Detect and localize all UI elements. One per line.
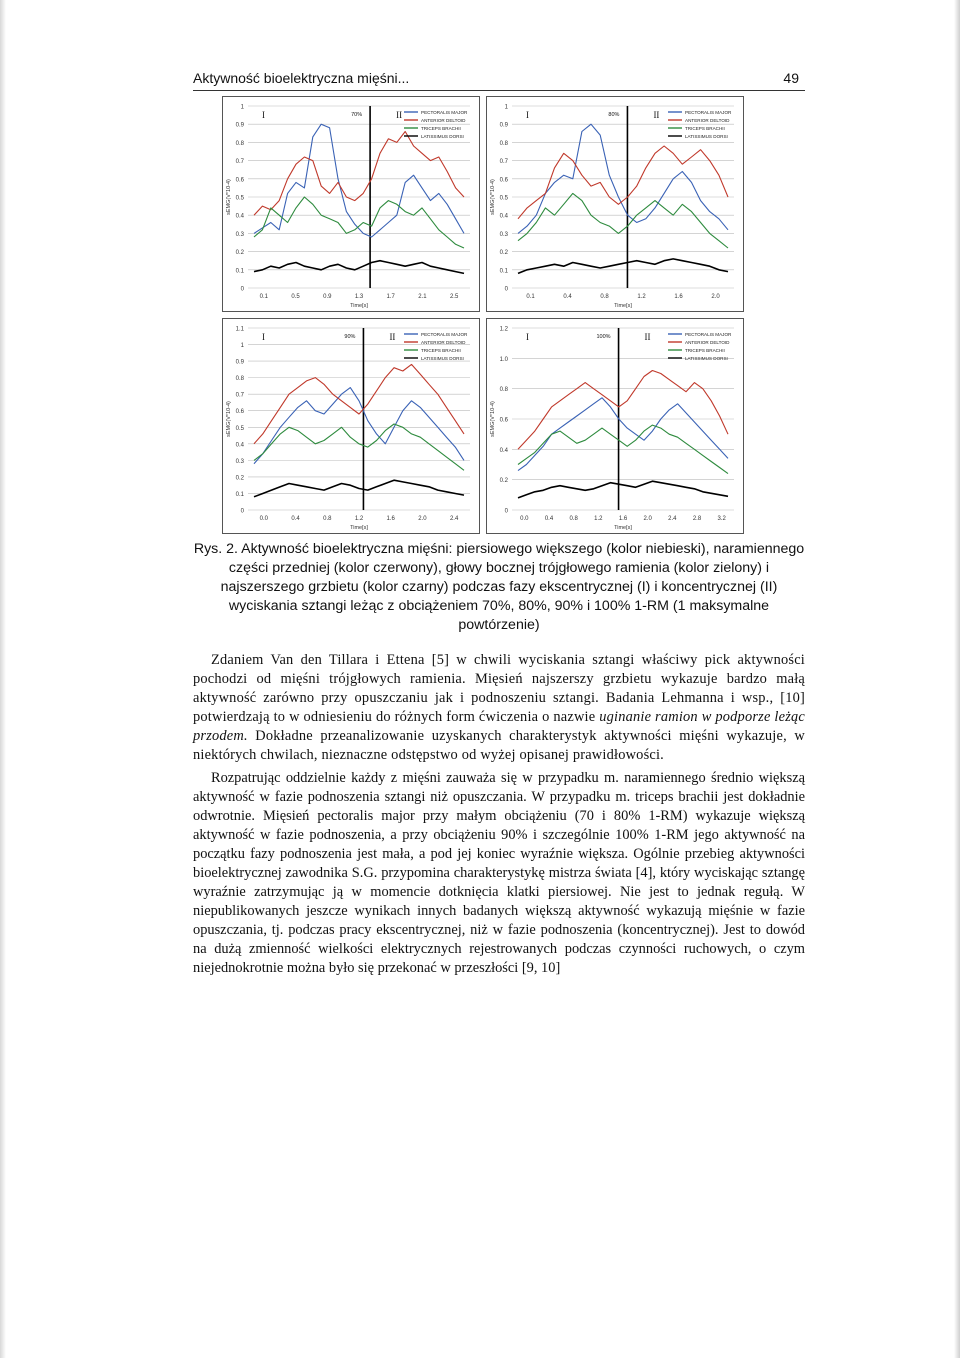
legend-entry: TRICEPS BRACHII (685, 126, 725, 131)
y-tick-label: 0.9 (235, 122, 244, 129)
x-tick-label: 0.8 (323, 516, 332, 522)
x-tick-label: 1.6 (386, 516, 395, 522)
y-tick-label: 0.3 (235, 231, 244, 238)
y-tick-label: 0.4 (499, 213, 508, 220)
scan-edge-right (954, 0, 960, 1358)
y-tick-label: 0.6 (499, 417, 508, 424)
legend-entry: TRICEPS BRACHII (421, 126, 461, 131)
chart-panel-100 (486, 318, 744, 534)
x-tick-label: 2.8 (692, 516, 702, 522)
x-tick-label: 1.2 (594, 516, 603, 522)
y-tick-label: 1.1 (235, 326, 244, 333)
legend-entry: ANTERIOR DELTOID (685, 118, 730, 123)
y-tick-label: 0.9 (499, 122, 508, 129)
x-tick-label: 1.2 (354, 516, 364, 522)
y-tick-label: 0.8 (499, 387, 508, 394)
y-tick-label: 0.9 (235, 359, 244, 366)
y-tick-label: 0.1 (235, 491, 244, 498)
y-tick-label: 0.2 (235, 475, 244, 482)
legend-entry: ANTERIOR DELTOID (421, 118, 466, 123)
chart-panel-70 (222, 96, 480, 312)
chart-svg-70 (222, 96, 480, 312)
x-tick-label: 2.1 (418, 294, 427, 300)
x-axis-label: Time[s] (350, 303, 368, 309)
y-tick-label: 1.2 (499, 326, 508, 333)
legend-entry: LATISSIMUS DORSI (685, 134, 728, 139)
phase-label-I: I (526, 110, 529, 120)
y-tick-label: 1.0 (499, 356, 508, 363)
y-tick-label: 0 (504, 286, 508, 293)
y-tick-label: 0.7 (235, 159, 244, 166)
x-tick-label: 1.2 (637, 294, 646, 300)
legend-entry: TRICEPS BRACHII (685, 348, 725, 353)
phase-label-I: I (262, 332, 265, 342)
x-tick-label: 1.3 (354, 294, 364, 300)
phase-label-II: II (389, 332, 396, 342)
x-axis-label: Time[s] (614, 525, 632, 531)
x-tick-label: 3.2 (717, 516, 726, 522)
y-tick-label: 0.2 (499, 478, 508, 485)
y-axis-label: sEMG(V*10-4) (490, 179, 496, 215)
y-axis-label: sEMG(V*10-4) (490, 401, 496, 437)
y-tick-label: 1 (504, 104, 508, 111)
legend-entry: PECTORALIS MAJOR (685, 110, 732, 115)
emg-figure (222, 96, 744, 536)
body-text (193, 651, 805, 978)
x-tick-label: 1.6 (618, 516, 628, 522)
chart-panel-80 (486, 96, 744, 312)
load-label: 90% (344, 334, 356, 340)
legend-entry: PECTORALIS MAJOR (421, 332, 468, 337)
legend-entry: ANTERIOR DELTOID (685, 340, 730, 345)
y-tick-label: 0.5 (235, 425, 244, 432)
y-tick-label: 0.8 (235, 140, 244, 147)
x-tick-label: 0.4 (544, 516, 554, 522)
y-tick-label: 0.6 (235, 409, 244, 416)
load-label: 100% (596, 334, 611, 340)
x-tick-label: 0.9 (323, 294, 332, 300)
y-tick-label: 0.2 (235, 250, 244, 257)
x-tick-label: 0.4 (563, 294, 572, 300)
y-tick-label: 0.1 (499, 268, 508, 275)
y-tick-label: 0 (240, 286, 244, 293)
x-tick-label: 0.8 (569, 516, 578, 522)
y-tick-label: 0.8 (499, 140, 508, 147)
paragraph-1-start: Zdaniem Van den Tillara i Ettena [5] w chwili wyciskania sztangi właściwy pick aktywności pochodzi od mięśni trójgłowych ramienia. Mięsień najszerszy grzbietu wykazuje bardzo małą aktywność zarówno przy opuszczaniu jak i podnoszeniu sztangi. Badania Lehmanna i wsp., [10] potwierdzają to w odniesieniu do różnych form ćwiczenia o nazwie (193, 652, 805, 725)
x-tick-label: 0.5 (291, 294, 300, 300)
y-tick-label: 0.2 (499, 250, 508, 257)
y-axis-label: sEMG(V*10-4) (226, 179, 232, 215)
x-axis-label: Time[s] (614, 303, 632, 309)
paragraph-2: Rozpatrując oddzielnie każdy z mięśni zauważa się w przypadku m. naramiennego średnio większą aktywność w fazie podnoszenia sztangi niż opuszczania. W przypadku m. triceps brachii jest dokładnie odwrotnie. Mięsień pectoralis major przy małym obciążeniu (70 i 80% 1-RM) wykazuje większą aktywność w fazie podnoszenia, a przy obciążeniu 90% i szczególnie 100% 1-RM jego aktywność na początku fazy podnoszenia jest mała, a pod jej koniec wyraźnie większa. Ogólnie przebieg aktywności bioelektrycznej zawodnika S.G. przypomina charakterystykę mistrza świata [4], który wyciskając sztangę wyraźnie zatrzymując ją w momencie dotknięcia klatki piersiowej. Nie jest to jednak regułą. W niepublikowanych jeszcze wynikach innych badanych większą aktywność wykazują mięśnie w fazie opuszczania, tj. podczas pracy ekscentrycznej, niż w fazie podnoszenia (koncentrycznej). Jest to dowód na dużą zmienność wielkości elektrycznych rejestrowanych podczas czynności ruchowych, o czym niejednokrotnie można było się przekonać w przeszłości [9, 10] (193, 770, 805, 976)
y-tick-label: 0.8 (235, 376, 244, 383)
y-tick-label: 0 (240, 508, 244, 515)
y-tick-label: 0.5 (499, 195, 508, 202)
running-title: Aktywność bioelektryczna mięśni... (193, 70, 410, 86)
y-tick-label: 1 (240, 343, 244, 350)
x-tick-label: 0.8 (600, 294, 609, 300)
exercise-name: uginanie ramion w podporze leżąc przodem. (193, 709, 805, 744)
phase-label-I: I (262, 110, 265, 120)
x-tick-label: 0.0 (259, 516, 269, 522)
y-tick-label: 0.3 (235, 458, 244, 465)
y-tick-label: 0.6 (499, 177, 508, 184)
x-tick-label: 0.1 (259, 294, 269, 300)
y-tick-label: 0.7 (499, 159, 508, 166)
x-tick-label: 2.0 (418, 516, 427, 522)
page-number: 49 (783, 70, 799, 86)
legend-entry: LATISSIMUS DORSI (421, 356, 464, 361)
x-tick-label: 0.1 (526, 294, 535, 300)
legend-entry: LATISSIMUS DORSI (685, 356, 728, 361)
x-tick-label: 1.7 (386, 294, 395, 300)
chart-svg-90 (222, 318, 480, 534)
x-tick-label: 2.4 (449, 516, 459, 522)
chart-svg-80 (486, 96, 744, 312)
x-tick-label: 1.6 (674, 294, 683, 300)
load-label: 80% (608, 112, 620, 118)
chart-panel-90 (222, 318, 480, 534)
x-tick-label: 2.4 (668, 516, 677, 522)
y-tick-label: 0.1 (235, 268, 244, 275)
legend-entry: ANTERIOR DELTOID (421, 340, 466, 345)
x-tick-label: 0.4 (291, 516, 300, 522)
y-tick-label: 0.4 (235, 213, 244, 220)
x-axis-label: Time[s] (350, 525, 368, 531)
page-header (193, 68, 805, 91)
y-tick-label: 0.4 (235, 442, 244, 449)
legend-entry: PECTORALIS MAJOR (421, 110, 468, 115)
y-tick-label: 0.7 (235, 392, 244, 399)
y-tick-label: 0.6 (235, 177, 244, 184)
legend-entry: TRICEPS BRACHII (421, 348, 461, 353)
chart-svg-100 (486, 318, 744, 534)
y-tick-label: 0.5 (235, 195, 244, 202)
phase-label-II: II (653, 110, 660, 120)
y-tick-label: 0.4 (499, 447, 508, 454)
legend-entry: LATISSIMUS DORSI (421, 134, 464, 139)
x-tick-label: 2.0 (711, 294, 720, 300)
phase-label-II: II (396, 110, 403, 120)
paragraph-1-end: Dokładne przeanalizowanie uzyskanych charakterystyk aktywności mięśni wykazuje, w niektórych chwilach, nieznaczne odstępstwo od wyżej opisanej prawidłowości. (193, 728, 805, 763)
figure-caption: Rys. 2. Aktywność bioelektryczna mięśni: piersiowego większego (kolor niebieski), naramiennego części przedniej (kolor czerwony), głowy bocznej trójgłowego ramienia (kolor zielony) i najszerszego grzbietu (kolor czarny) podczas fazy ekscentrycznej (I) i koncentrycznej (II) wyciskania sztangi leżąc z obciążeniem 70%, 80%, 90% i 100% 1-RM (1 maksymalne powtórzenie) (193, 541, 805, 633)
scan-edge-left (0, 0, 6, 1358)
x-tick-label: 0.0 (520, 516, 529, 522)
legend-entry: PECTORALIS MAJOR (685, 332, 732, 337)
y-tick-label: 1 (240, 104, 244, 111)
paragraph-1 (193, 651, 805, 765)
y-tick-label: 0.3 (499, 231, 508, 238)
phase-label-I: I (526, 332, 529, 342)
y-axis-label: sEMG(V*10-4) (226, 401, 232, 437)
x-tick-label: 2.0 (643, 516, 652, 522)
x-tick-label: 2.5 (449, 294, 459, 300)
load-label: 70% (351, 112, 363, 118)
phase-label-II: II (644, 332, 651, 342)
y-tick-label: 0 (504, 508, 508, 515)
